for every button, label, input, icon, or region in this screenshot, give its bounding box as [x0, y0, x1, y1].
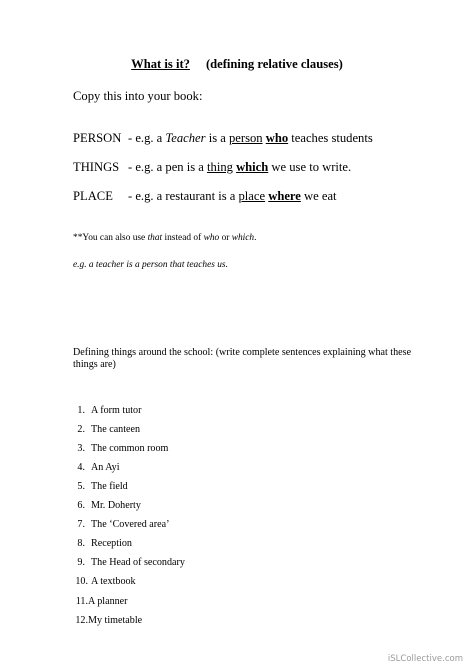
list-item: 12.My timetable: [75, 615, 143, 626]
list-item: 7. The ‘Covered area’: [77, 519, 170, 530]
copy-instruction: Copy this into your book:: [73, 89, 203, 103]
list-item: 2. The canteen: [77, 424, 141, 435]
worksheet-title: [0, 57, 474, 72]
list-item: 8. Reception: [77, 538, 132, 549]
title-main: What is it?: [131, 57, 190, 71]
list-item: 3. The common room: [77, 443, 169, 454]
rule-term: PERSON: [73, 131, 122, 145]
list-item: 10. A textbook: [75, 576, 136, 587]
rule-relative-pronoun: which: [236, 160, 269, 174]
usage-note: **You can also use that instead of who or which.: [73, 233, 257, 243]
list-item: 4. An Ayi: [77, 462, 120, 473]
islcollective-watermark: iSLCollective.com: [387, 654, 463, 664]
rule-place: PLACE - e.g. a restaurant is a place where we eat: [73, 189, 337, 203]
rule-noun: thing: [207, 160, 233, 174]
rule-relative-pronoun: where: [268, 189, 301, 203]
rule-term: PLACE: [73, 189, 113, 203]
list-item: 6. Mr. Doherty: [77, 500, 141, 511]
rule-person: PERSON - e.g. a Teacher is a person who teaches students: [73, 131, 373, 145]
list-item: 1. A form tutor: [77, 405, 142, 416]
rule-noun: place: [238, 189, 266, 203]
list-item: 11.A planner: [75, 596, 128, 607]
rule-term: THINGS: [73, 160, 120, 174]
rule-relative-pronoun: who: [265, 131, 289, 145]
task-instruction: Defining things around the school: (write complete sentences explaining what these things are): [73, 347, 412, 370]
rule-noun: person: [228, 131, 263, 145]
list-item: 5. The field: [77, 481, 128, 492]
list-item: 9. The Head of secondary: [77, 557, 185, 568]
rule-things: THINGS - e.g. a pen is a thing which we use to write.: [73, 160, 352, 174]
usage-example: e.g. a teacher is a person that teaches us.: [73, 260, 228, 270]
title-subtitle: (defining relative clauses): [205, 57, 343, 71]
